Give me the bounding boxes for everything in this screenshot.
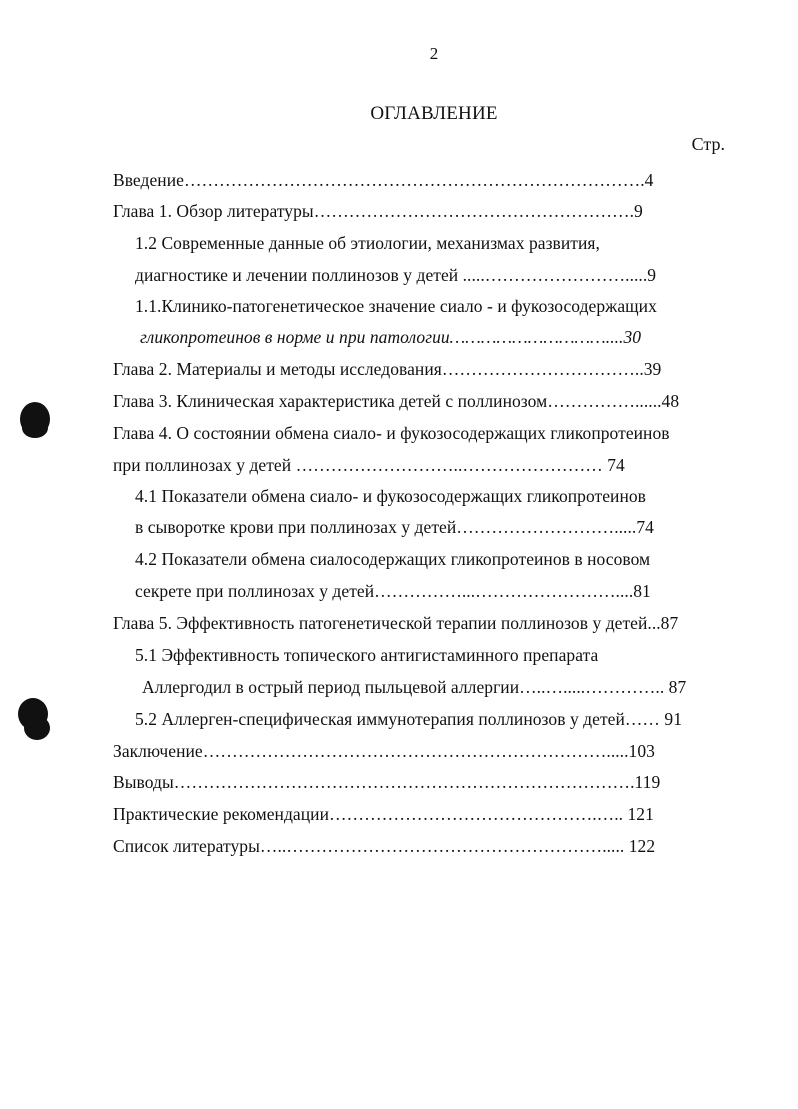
- toc-line-introduction: Введение…………………………………………………………………….4: [113, 170, 654, 190]
- page-number: 2: [429, 44, 439, 63]
- toc-line-chapter-4: Глава 4. О состоянии обмена сиало- и фукозосодержащих гликопротеинов: [113, 423, 670, 443]
- toc-line-references: Список литературы…..………………………………………………..... 122: [113, 836, 656, 856]
- punch-hole-bottom-shadow: [24, 716, 50, 740]
- toc-line-chapter-4-cont: при поллинозах у детей ………………………..…………………… 74: [113, 455, 625, 475]
- toc-line-section-1-2: 1.2 Современные данные об этиологии, механизмах развития,: [135, 233, 600, 253]
- page-column-label: Стр.: [691, 134, 725, 154]
- punch-hole-top-shadow: [22, 418, 48, 438]
- toc-line-chapter-1: Глава 1. Обзор литературы……………………………………………….9: [113, 201, 643, 221]
- toc-line-recommendations: Практические рекомендации……………………………………….….. 121: [113, 804, 654, 824]
- toc-line-section-5-1: 5.1 Эффективность топического антигистаминного препарата: [135, 645, 599, 665]
- toc-line-section-4-1-cont: в сыворотке крови при поллинозах у детей……………………….....74: [135, 517, 654, 537]
- toc-line-section-1-1: 1.1.Клинико-патогенетическое значение сиало - и фукозосодержащих: [135, 296, 657, 316]
- page-title: ОГЛАВЛЕНИЕ: [370, 103, 498, 124]
- toc-line-section-5-1-cont: Аллергодил в острый период пыльцевой аллергии…..….....………….. 87: [142, 677, 687, 697]
- toc-line-section-4-2-cont: секрете при поллинозах у детей……………...……………………....81: [135, 581, 651, 601]
- toc-line-chapter-3: Глава 3. Клиническая характеристика детей с поллинозом……………......48: [113, 391, 680, 411]
- toc-line-chapter-2: Глава 2. Материалы и методы исследования……………………………..39: [113, 359, 662, 379]
- toc-line-findings: Выводы…………………………………………………………………….119: [113, 772, 661, 792]
- toc-line-section-4-2: 4.2 Показатели обмена сиалосодержащих гликопротеинов в носовом: [135, 549, 651, 569]
- toc-line-section-4-1: 4.1 Показатели обмена сиало- и фукозосодержащих гликопротеинов: [135, 486, 646, 506]
- toc-line-conclusion: Заключение…………………………………………………………….....103: [113, 741, 655, 761]
- toc-line-section-1-2-cont: диагностике и лечении поллинозов у детей .....…………………….....9: [135, 265, 657, 285]
- toc-line-chapter-5: Глава 5. Эффективность патогенетической терапии поллинозов у детей...87: [113, 613, 679, 633]
- toc-line-section-5-2: 5.2 Аллерген-специфическая иммунотерапия поллинозов у детей…… 91: [135, 709, 682, 729]
- toc-line-section-1-1-cont: гликопротеинов в норме и при патологии…………………………....30: [140, 327, 642, 347]
